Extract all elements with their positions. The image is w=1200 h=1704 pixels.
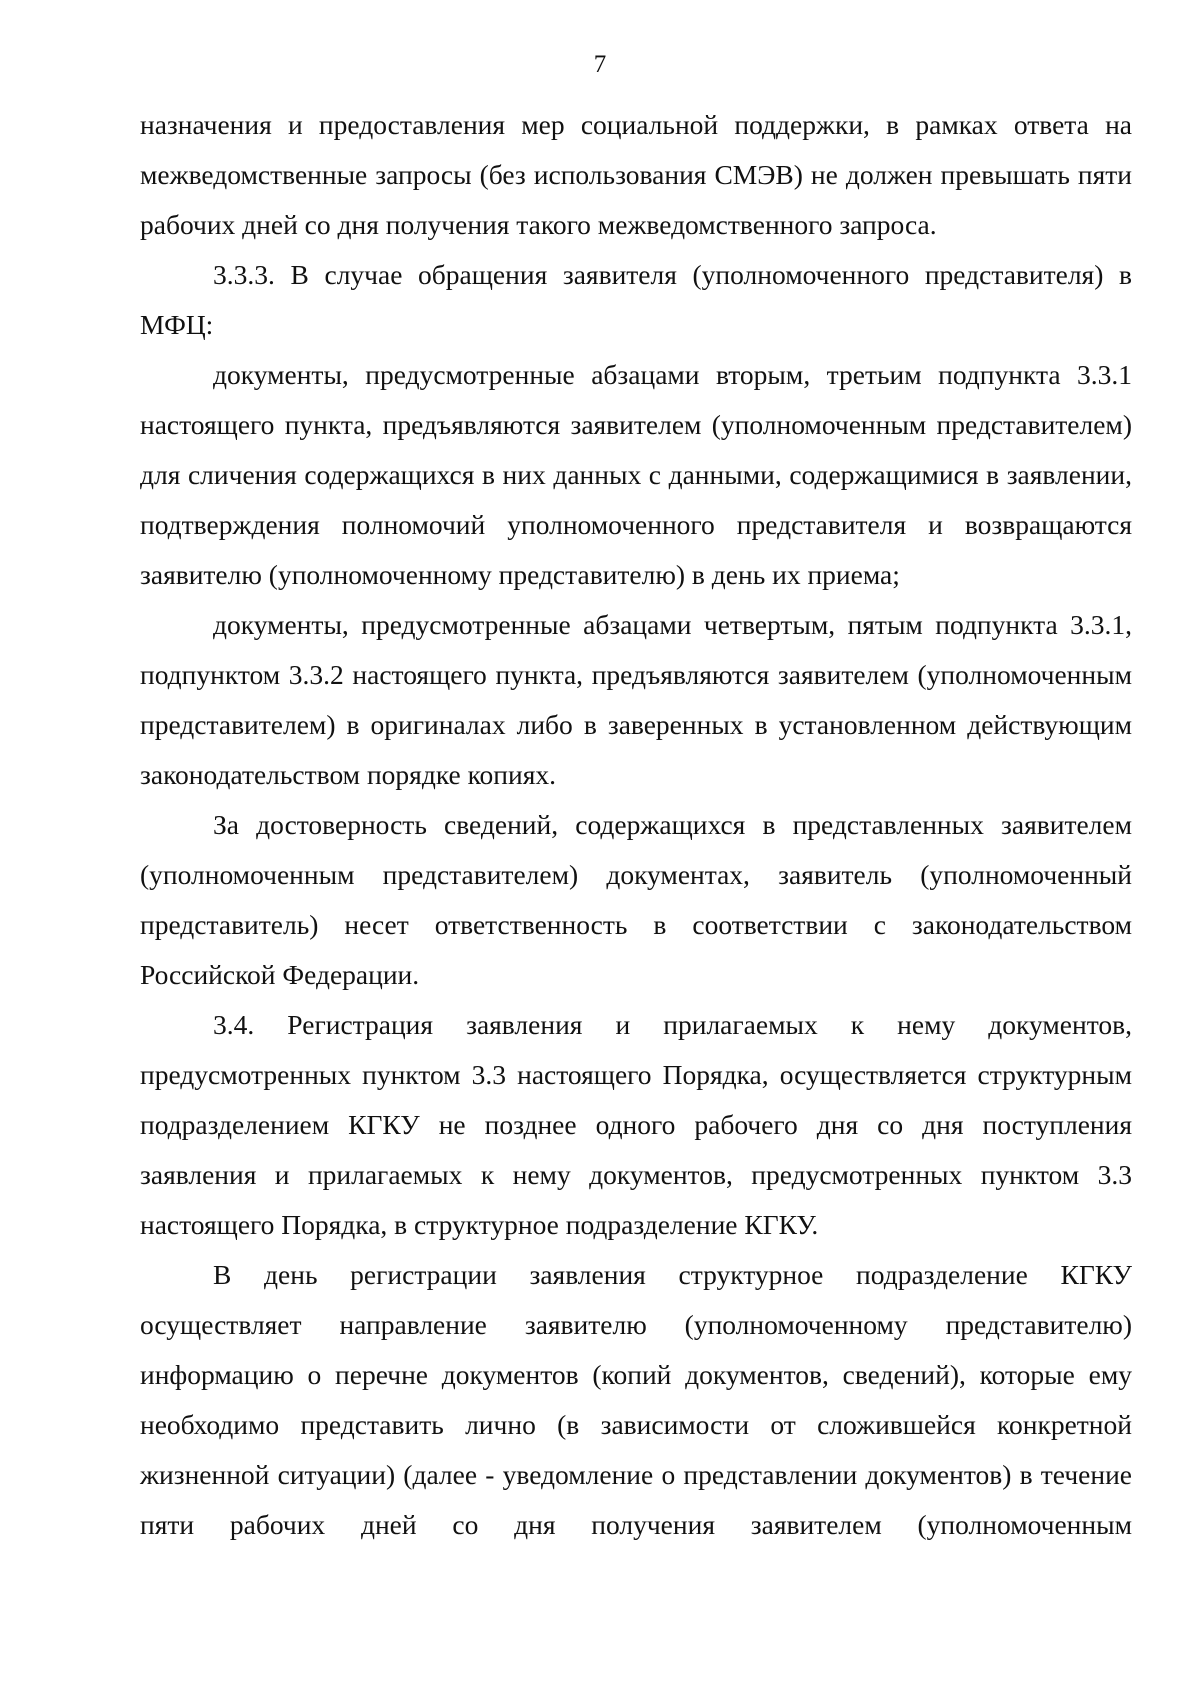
- paragraph-responsibility: За достоверность сведений, содержащихся в представленных заявителем (уполномоченным представителем) документах, заявитель (уполномоченный представитель) несет ответственность в соответствии с законодательством Российской Федерации.: [140, 809, 1132, 990]
- paragraph-documents-originals: документы, предусмотренные абзацами четвертым, пятым подпункта 3.3.1, подпунктом 3.3.2 настоящего пункта, предъявляются заявителем (уполномоченным представителем) в оригиналах либо в заверенных в установленном действующим законодательством порядке копиях.: [140, 609, 1132, 790]
- paragraph-3-4-registration: 3.4. Регистрация заявления и прилагаемых к нему документов, предусмотренных пунктом 3.3 настоящего Порядка, осуществляется структурным подразделением КГКУ не позднее одного рабочего дня со дня поступления заявления и прилагаемых к нему документов, предусмотренных пунктом 3.3 настоящего Порядка, в структурное подразделение КГКУ.: [140, 1009, 1132, 1240]
- paragraph-registration-day: В день регистрации заявления структурное подразделение КГКУ осуществляет направление заявителю (уполномоченному представителю) информацию о перечне документов (копий документов, сведений), которые ему необходимо представить лично (в зависимости от сложившейся конкретной жизненной ситуации) (далее - уведомление о представлении документов) в течение пяти рабочих дней со дня получения заявителем (уполномоченным: [140, 1259, 1132, 1540]
- document-body: [140, 100, 1132, 1550]
- paragraph-documents-return: документы, предусмотренные абзацами вторым, третьим подпункта 3.3.1 настоящего пункта, предъявляются заявителем (уполномоченным представителем) для сличения содержащихся в них данных с данными, содержащимися в заявлении, подтверждения полномочий уполномоченного представителя и возвращаются заявителю (уполномоченному представителю) в день их приема;: [140, 359, 1132, 590]
- paragraph-continuation: назначения и предоставления мер социальной поддержки, в рамках ответа на межведомственные запросы (без использования СМЭВ) не должен превышать пяти рабочих дней со дня получения такого межведомственного запроса.: [140, 109, 1132, 240]
- page-number: 7: [593, 51, 607, 78]
- paragraph-3-3-3: 3.3.3. В случае обращения заявителя (уполномоченного представителя) в МФЦ:: [140, 259, 1132, 340]
